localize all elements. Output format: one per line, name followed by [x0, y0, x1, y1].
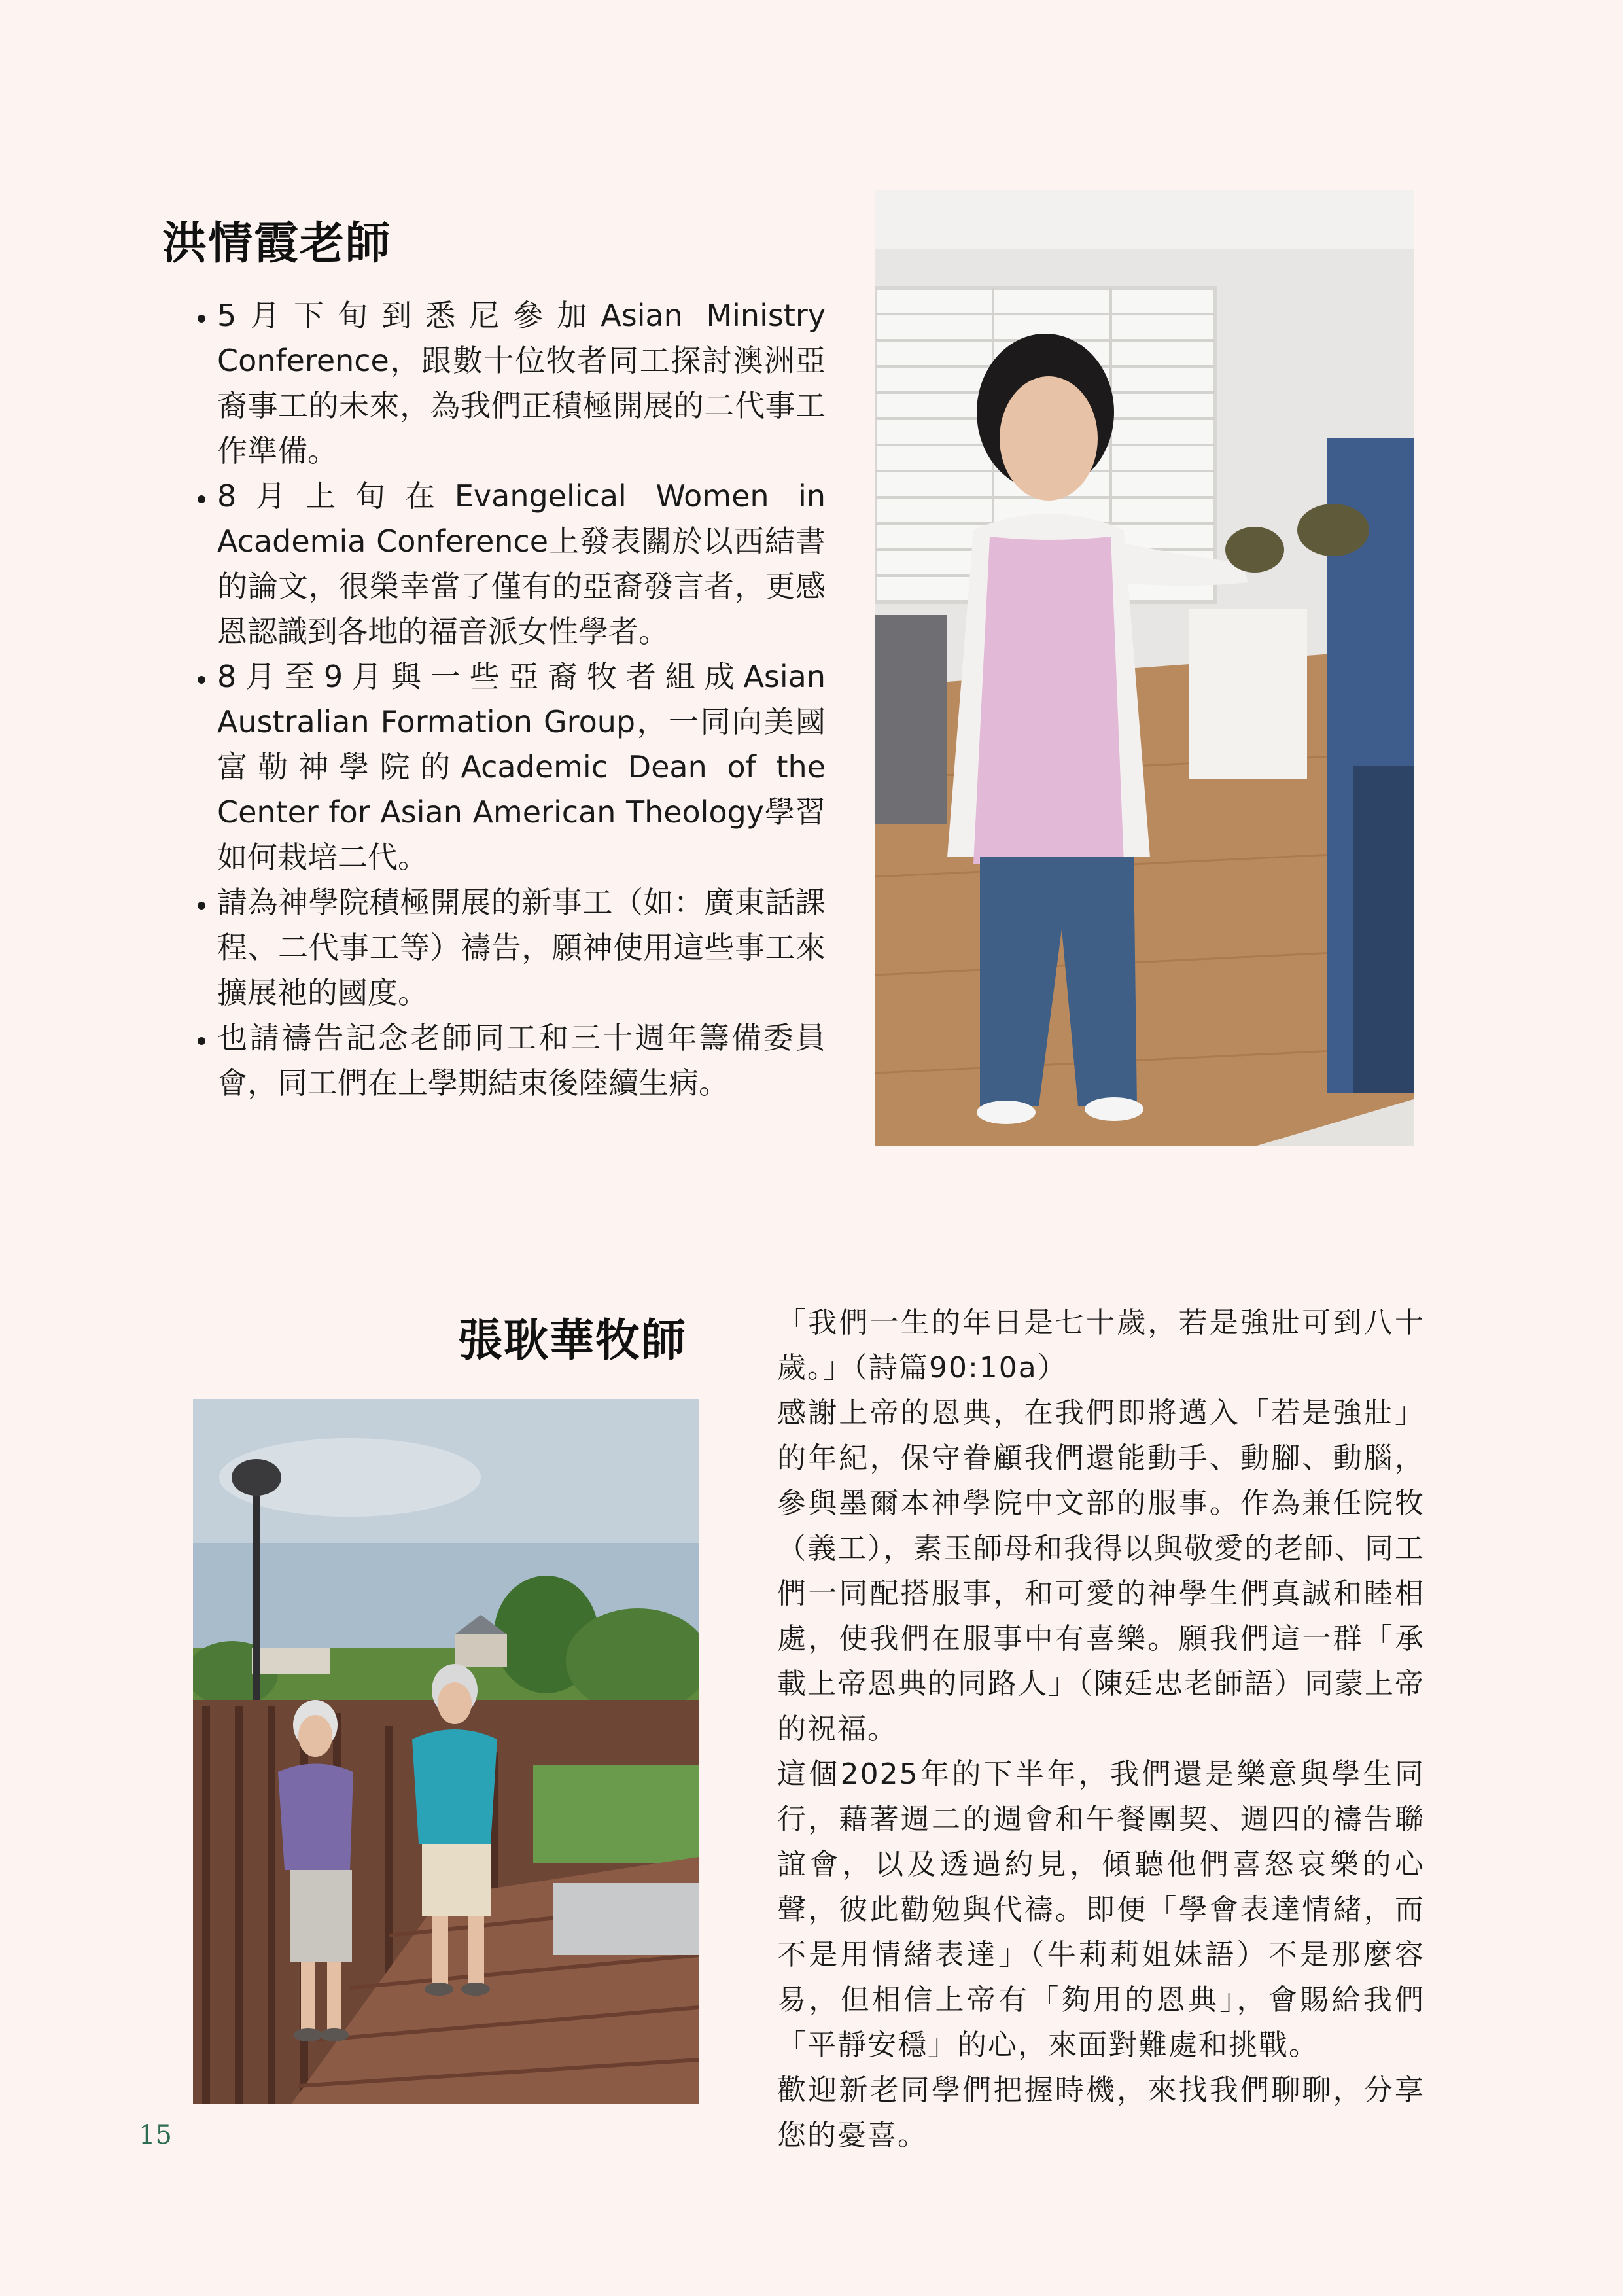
list-item: • 請為神學院積極開展的新事工（如：廣東話課程、二代事工等）禱告，願神使用這些事工來擴展祂的國度。	[217, 880, 826, 1016]
list-item: • 8月至9月與一些亞裔牧者組成Asian Australian Formation Group，一同向美國富勒神學院的Academic Dean of the Center for Asian American Theology學習如何栽培二代。	[217, 654, 826, 880]
cheung-message	[777, 1300, 1425, 2158]
page-number: 15	[139, 2120, 172, 2150]
list-item: • 5月下旬到悉尼參加Asian Ministry Conference，跟數十位牧者同工探討澳洲亞裔事工的未來，為我們正積極開展的二代事工作準備。	[217, 293, 826, 474]
section-title-cheung: 張耿華牧師	[458, 1315, 688, 1367]
paragraph: 感謝上帝的恩典，在我們即將邁入「若是強壯」的年紀，保守眷顧我們還能動手、動腳、動腦，參與墨爾本神學院中文部的服事。作為兼任院牧（義工），素玉師母和我得以與敬愛的老師、同工們一同配搭服事，和可愛的神學生們真誠和睦相處，使我們在服事中有喜樂。願我們這一群「承載上帝恩典的同路人」（陳廷忠老師語）同蒙上帝的祝福。	[777, 1396, 1425, 1746]
paragraph: 這個2025年的下半年，我們還是樂意與學生同行，藉著週二的週會和午餐團契、週四的禱告聯誼會，以及透過約見，傾聽他們喜怒哀樂的心聲，彼此勸勉與代禱。即便「學會表達情緒，而不是用情緒表達」（牛莉莉姐妹語）不是那麼容易，但相信上帝有「夠用的恩典」，會賜給我們「平靜安穩」的心，來面對難處和挑戰。	[777, 1757, 1425, 2062]
scripture-quote: 「我們一生的年日是七十歲，若是強壯可到八十歲。」（詩篇90:10a）	[777, 1306, 1425, 1385]
photo-couple-on-bridge	[193, 1399, 699, 2104]
paragraph: 歡迎新老同學們把握時機，來找我們聊聊，分享您的憂喜。	[777, 2074, 1425, 2152]
list-item: • 8月上旬在Evangelical Women in Academia Conference上發表關於以西結書的論文，很榮幸當了僅有的亞裔發言者，更感恩認識到各地的福音派女性學者。	[217, 474, 826, 654]
prayer-bullet-list	[171, 293, 826, 1106]
photo-woman-holding-zongzi	[875, 190, 1414, 1146]
section-title-hung: 洪情霞老師	[162, 218, 392, 270]
list-item: • 也請禱告記念老師同工和三十週年籌備委員會，同工們在上學期結束後陸續生病。	[217, 1016, 826, 1106]
